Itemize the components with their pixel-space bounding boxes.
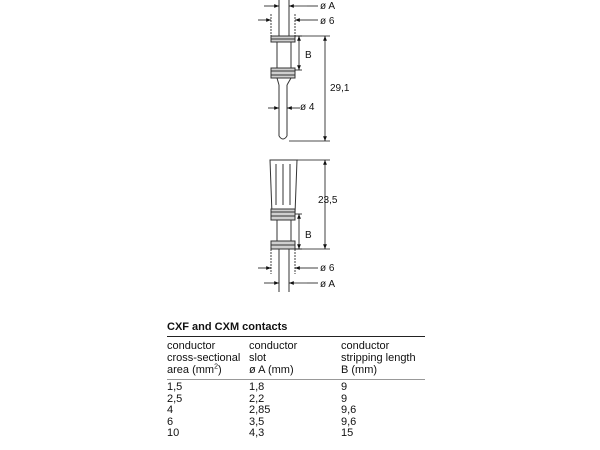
header-cross-section: conductor cross-sectional area $(mm^2)$ bbox=[167, 340, 241, 376]
male-contact-drawing bbox=[271, 0, 295, 139]
cell-slot: 1,8 bbox=[249, 381, 265, 393]
table-row bbox=[167, 382, 425, 394]
cell-stripping-length: 9,6 bbox=[341, 404, 357, 417]
cell-cross-section: 2,5 bbox=[167, 392, 183, 405]
female-contact-drawing bbox=[270, 160, 297, 292]
top-dia-a-label: ø A bbox=[320, 1, 336, 12]
cell-stripping-length: 9,6 bbox=[341, 415, 357, 428]
cell-slot: 2,85 bbox=[249, 404, 271, 417]
table-title: CXF and CXM contacts bbox=[167, 320, 425, 337]
header-stripping-length: conductor stripping length B (mm) bbox=[341, 340, 416, 376]
cell-cross-section: 1,5 bbox=[167, 381, 183, 393]
top-b-label: B bbox=[305, 50, 312, 61]
table-row bbox=[167, 417, 425, 429]
contact-spec-table bbox=[167, 320, 425, 440]
top-dia-6-label: ø 6 bbox=[320, 16, 335, 27]
top-length-label: 29,1 bbox=[330, 83, 350, 94]
table-row bbox=[167, 405, 425, 417]
cell-cross-section: 6 bbox=[167, 415, 174, 428]
top-b-dimension bbox=[295, 36, 302, 70]
header-slot: conductor slot ø A (mm) bbox=[249, 340, 298, 376]
cell-stripping-length: 9 bbox=[341, 381, 348, 393]
bottom-length-label: 23,5 bbox=[318, 195, 338, 206]
table-row bbox=[167, 394, 425, 406]
table-row bbox=[167, 428, 425, 440]
top-dia-4-label: ø 4 bbox=[300, 102, 315, 113]
bottom-b-label: B bbox=[305, 230, 312, 241]
cell-stripping-length: 9 bbox=[341, 392, 348, 405]
cell-stripping-length: 15 bbox=[341, 427, 354, 440]
bottom-dia-6-dimension bbox=[258, 249, 318, 274]
cell-cross-section: 4 bbox=[167, 404, 174, 417]
table-body bbox=[167, 380, 425, 440]
cell-slot: 4,3 bbox=[249, 427, 265, 440]
table-header bbox=[167, 337, 425, 380]
bottom-dia-6-label: ø 6 bbox=[320, 263, 335, 274]
cell-slot: 2,2 bbox=[249, 392, 265, 405]
bottom-dia-a-label: ø A bbox=[320, 279, 336, 290]
cell-slot: 3,5 bbox=[249, 415, 265, 428]
bottom-b-dimension bbox=[295, 214, 302, 249]
cell-cross-section: 10 bbox=[167, 427, 180, 440]
top-dia-6-dimension bbox=[258, 14, 318, 36]
